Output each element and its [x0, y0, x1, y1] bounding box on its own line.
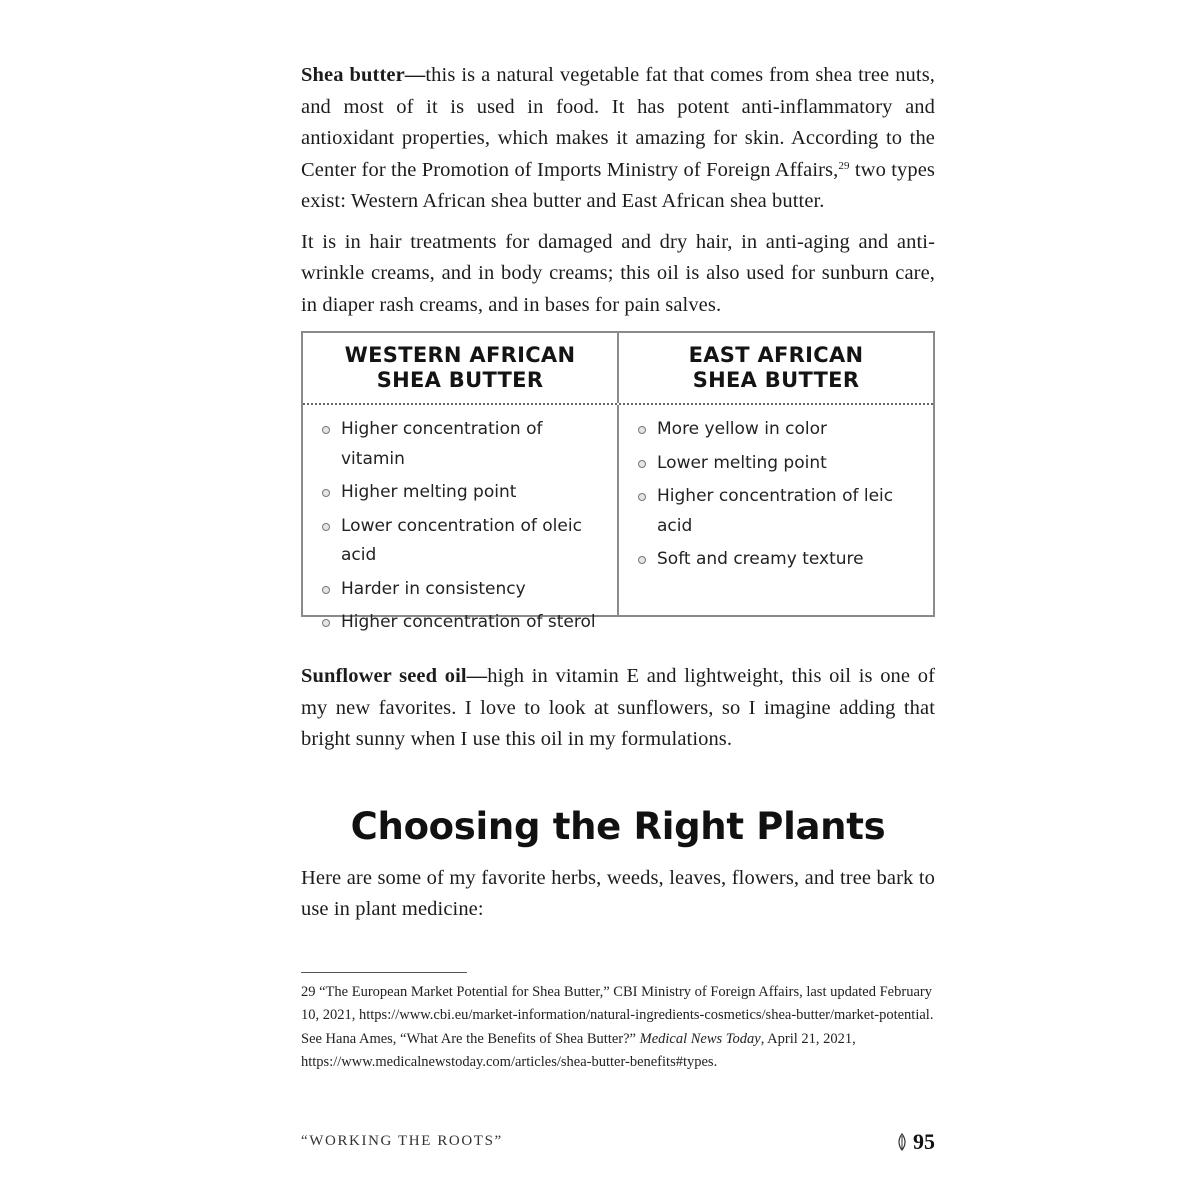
column-header-eastern — [617, 333, 933, 403]
shea-butter-comparison-table — [301, 331, 935, 632]
circle-bullet-icon — [322, 586, 330, 594]
shea-butter-text-continued: two types exist: Western African shea butter and East African shea butter. — [301, 158, 935, 212]
section-heading: Choosing the Right Plants — [350, 804, 886, 848]
running-head: “WORKING THE ROOTS” — [301, 1133, 503, 1149]
circle-bullet-icon — [322, 489, 330, 497]
list-item-text: Harder in consistency — [341, 578, 526, 599]
page-body — [301, 60, 935, 1075]
sunflower-oil-text: high in vitamin E and lightweight, this oil is one of my new favorites. I love to look at sunflowers, so I imagine adding that bright sunny when I use this oil in my formulations. — [301, 665, 935, 750]
list-item — [319, 512, 609, 571]
list-item-text: Lower concentration of oleic acid — [341, 515, 582, 565]
footnote — [301, 981, 935, 1075]
sunflower-oil-paragraph — [301, 661, 935, 756]
shea-butter-term: Shea butter — [301, 64, 405, 86]
circle-bullet-icon — [322, 426, 330, 434]
em-dash: — — [466, 665, 488, 687]
circle-bullet-icon — [638, 493, 646, 501]
list-item — [319, 478, 609, 508]
list-item — [319, 608, 609, 638]
shea-butter-paragraph — [301, 60, 935, 218]
western-column-cell — [303, 405, 617, 632]
circle-bullet-icon — [322, 523, 330, 531]
column-header-line: SHEA BUTTER — [692, 368, 860, 392]
column-header-line: WESTERN AFRICAN — [344, 343, 576, 367]
table-header-row — [303, 333, 933, 405]
list-item — [319, 575, 609, 605]
column-header-line: SHEA BUTTER — [376, 368, 544, 392]
shea-butter-uses-paragraph: It is in hair treatments for damaged and dry hair, in anti-aging and anti-wrinkle creams, and in body creams; this oil is also used for sunburn care, in diaper rash creams, and in bases for pain salves. — [301, 230, 935, 316]
footnote-reference[interactable]: 29 — [838, 159, 850, 172]
circle-bullet-icon — [638, 426, 646, 434]
list-item-text: Higher concentration of sterol — [341, 612, 596, 632]
list-item-text: Higher concentration of leic acid — [657, 486, 894, 536]
western-traits-list — [319, 415, 609, 638]
list-item — [635, 415, 925, 445]
circle-bullet-icon — [638, 556, 646, 564]
column-header-line: EAST AFRICAN — [688, 343, 864, 367]
list-item — [635, 545, 925, 575]
list-item-text: More yellow in color — [657, 419, 827, 439]
circle-bullet-icon — [638, 460, 646, 468]
page-number: 95 — [913, 1129, 935, 1154]
leaf-ornament-icon — [897, 1133, 907, 1151]
footnote-source-title: Medical News Today — [639, 1030, 761, 1047]
list-item-text: Soft and creamy texture — [657, 549, 864, 569]
column-header-western — [303, 333, 617, 403]
table-body-row — [303, 405, 933, 632]
list-item-text: Lower melting point — [657, 452, 827, 473]
circle-bullet-icon — [322, 619, 330, 627]
spacer — [301, 765, 935, 805]
eastern-column-cell — [617, 405, 933, 615]
page-footer — [301, 1129, 935, 1159]
em-dash: — — [404, 64, 426, 86]
page-number-group — [897, 1129, 935, 1155]
footnote-text-continued: , April 21, 2021, https://www.medicalnewstoday.com/articles/shea-butter-benefits#types. — [301, 1030, 856, 1070]
list-item — [319, 415, 609, 474]
footnote-text: “The European Market Potential for Shea Butter,” CBI Ministry of Foreign Affairs, last updated February 10, 2021, https://www.cbi.eu/market-information/natural-ingredients-cosmetics/shea-butter/market-potential. See Hana Ames, “What Are the Benefits of Shea Butter?” — [301, 983, 934, 1047]
plants-intro-paragraph: Here are some of my favorite herbs, weeds, leaves, flowers, and tree bark to use in plant medicine: — [301, 866, 935, 920]
sunflower-oil-term: Sunflower seed oil — [301, 665, 467, 687]
list-item — [635, 449, 925, 479]
footnote-number: 29 — [301, 983, 316, 1000]
footnote-divider — [301, 972, 467, 973]
eastern-traits-list — [635, 415, 925, 575]
list-item — [635, 482, 925, 541]
list-item-text: Higher melting point — [341, 482, 517, 502]
shea-butter-text: this is a natural vegetable fat that comes from shea tree nuts, and most of it is used in food. It has potent anti-inflammatory and antioxidant properties, which makes it amazing for skin. According to the Center for the Promotion of Imports Ministry of Foreign Affairs, — [301, 64, 935, 181]
list-item-text: Higher concentration of vitamin — [341, 419, 543, 469]
